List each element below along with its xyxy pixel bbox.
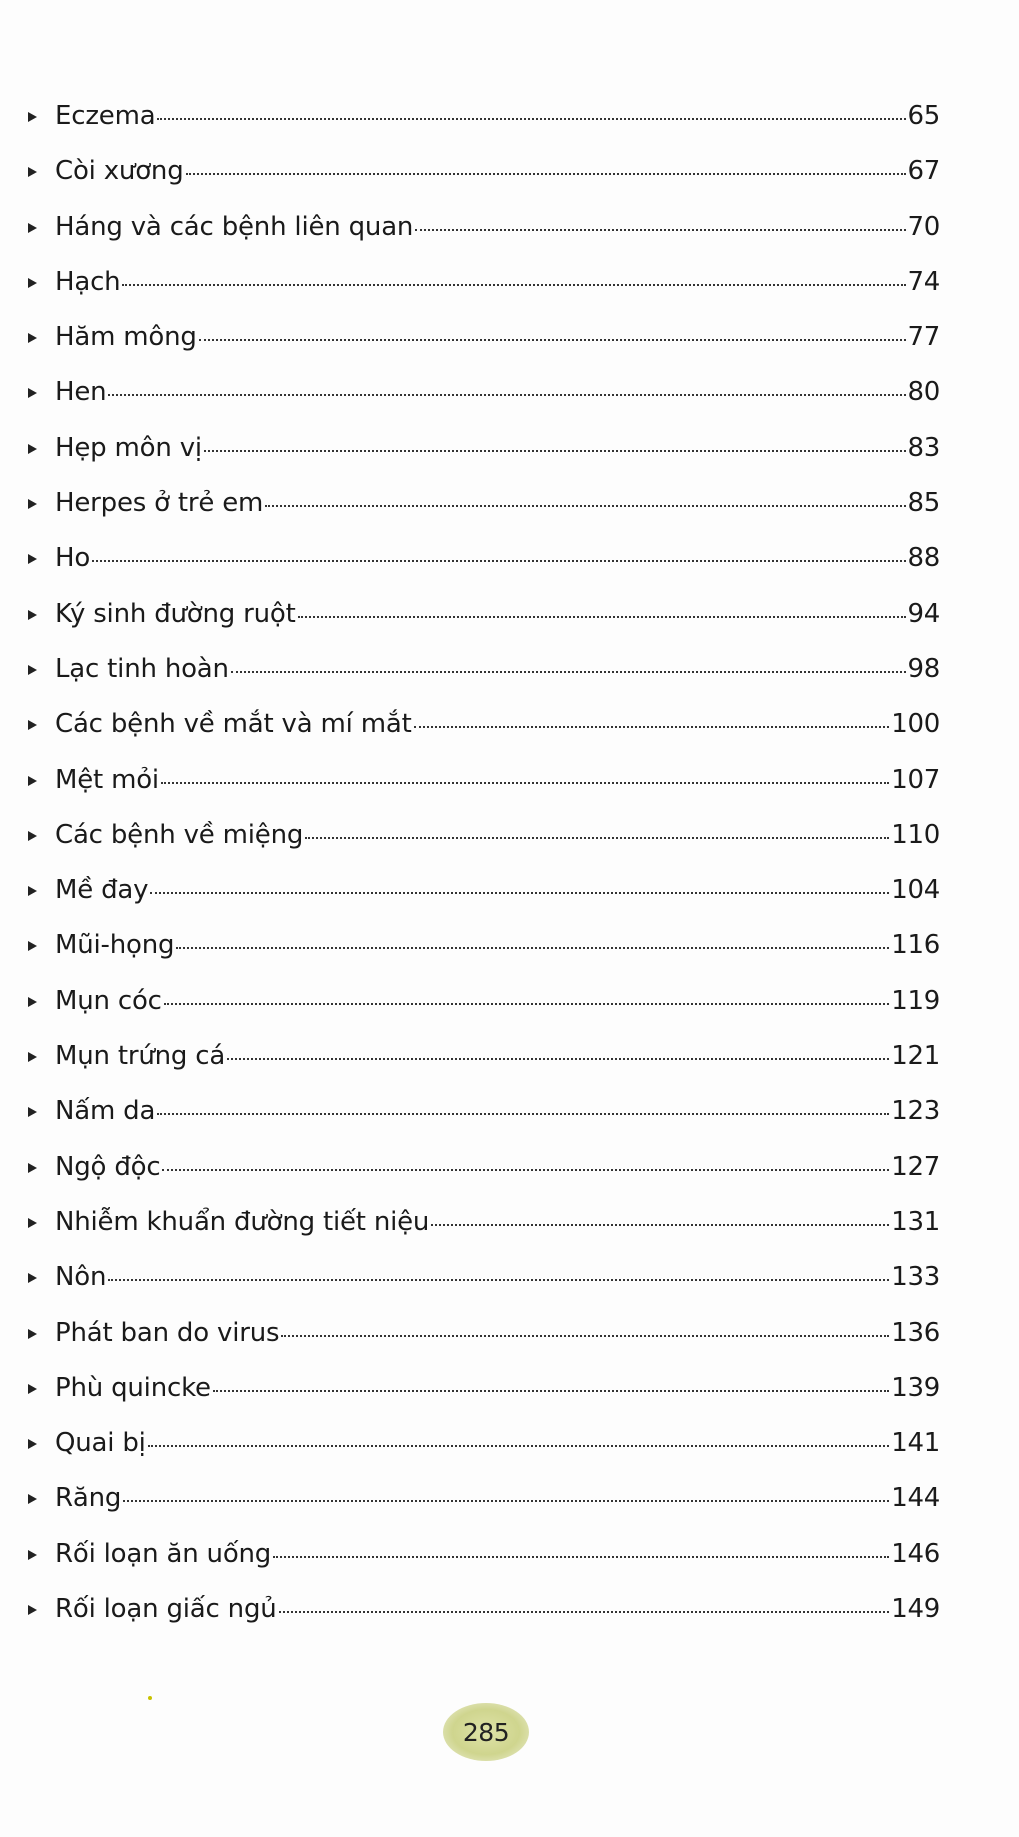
toc-entry-page: 107 bbox=[891, 764, 940, 795]
toc-entry bbox=[28, 1098, 940, 1153]
toc-entry-page: 136 bbox=[891, 1317, 940, 1348]
toc-entry-title: Eczema bbox=[55, 101, 156, 131]
toc-entry-title: Rối loạn ăn uống bbox=[55, 1538, 272, 1569]
triangle-bullet-icon bbox=[28, 1384, 37, 1394]
toc-entry bbox=[28, 1206, 940, 1264]
toc-entry bbox=[28, 490, 940, 545]
triangle-bullet-icon bbox=[28, 1107, 37, 1117]
page-number-badge bbox=[443, 1703, 529, 1761]
toc-entry-page: 123 bbox=[891, 1096, 940, 1127]
toc-entry-page: 88 bbox=[907, 543, 940, 574]
triangle-bullet-icon bbox=[28, 665, 37, 675]
toc-entry-title: Mụn cóc bbox=[55, 985, 162, 1016]
toc-entry bbox=[28, 1317, 940, 1375]
dot-leader bbox=[157, 1113, 889, 1115]
toc-entry-page: 110 bbox=[891, 819, 940, 850]
toc-entry-page: 131 bbox=[891, 1206, 940, 1237]
toc-entry-title: Nấm da bbox=[55, 1096, 156, 1127]
toc-entry-page: 149 bbox=[891, 1594, 940, 1625]
toc-entry-page: 65 bbox=[907, 101, 940, 131]
toc-entry bbox=[28, 711, 940, 766]
toc-entry bbox=[28, 598, 940, 656]
dot-leader bbox=[199, 339, 906, 341]
toc-entry bbox=[28, 819, 940, 877]
toc-entry bbox=[28, 1485, 940, 1540]
toc-entry-title: Hăm mông bbox=[55, 322, 197, 353]
page-number: 285 bbox=[462, 1717, 510, 1747]
dot-leader bbox=[92, 560, 905, 562]
triangle-bullet-icon bbox=[28, 112, 37, 122]
toc-entry-title: Mũi-họng bbox=[55, 930, 175, 961]
toc-entry bbox=[28, 432, 940, 490]
triangle-bullet-icon bbox=[28, 278, 37, 288]
dot-leader bbox=[108, 1279, 889, 1281]
toc-entry-title: Rối loạn giấc ngủ bbox=[55, 1594, 277, 1625]
dot-leader bbox=[414, 726, 890, 728]
toc-entry-title: Mề đay bbox=[55, 875, 149, 906]
triangle-bullet-icon bbox=[28, 1329, 37, 1339]
toc-entry bbox=[28, 545, 940, 600]
dot-leader bbox=[162, 1169, 889, 1171]
toc-entry-title: Quai bị bbox=[55, 1428, 146, 1459]
toc-entry-page: 98 bbox=[907, 653, 940, 684]
toc-entry bbox=[28, 1043, 940, 1098]
dot-leader bbox=[148, 1445, 890, 1447]
toc-entry-page: 74 bbox=[907, 266, 940, 297]
toc-entry bbox=[28, 379, 940, 434]
triangle-bullet-icon bbox=[28, 1218, 37, 1228]
dot-leader bbox=[186, 173, 906, 175]
toc-entry-title: Ho bbox=[55, 543, 91, 574]
dot-leader bbox=[164, 1003, 890, 1005]
dot-leader bbox=[161, 782, 889, 784]
dot-leader bbox=[298, 616, 906, 618]
toc-entry-page: 94 bbox=[907, 598, 940, 629]
toc-entry bbox=[28, 1538, 940, 1596]
toc-entry-title: Nhiễm khuẩn đường tiết niệu bbox=[55, 1206, 430, 1237]
toc-entry-page: 133 bbox=[891, 1262, 940, 1293]
dot-leader bbox=[176, 947, 889, 949]
toc-entry-title: Hẹp môn vị bbox=[55, 432, 202, 463]
toc-entry-page: 139 bbox=[891, 1372, 940, 1403]
triangle-bullet-icon bbox=[28, 831, 37, 841]
toc-entry-title: Herpes ở trẻ em bbox=[55, 488, 264, 519]
triangle-bullet-icon bbox=[28, 610, 37, 620]
toc-entry bbox=[28, 103, 940, 158]
toc-entry bbox=[28, 653, 940, 711]
toc-entry-page: 67 bbox=[907, 156, 940, 187]
toc-entry-page: 80 bbox=[907, 377, 940, 408]
toc-entry bbox=[28, 985, 940, 1043]
yellow-speck bbox=[148, 1696, 152, 1700]
triangle-bullet-icon bbox=[28, 720, 37, 730]
toc-entry-title: Các bệnh về miệng bbox=[55, 819, 304, 850]
toc-entry-page: 146 bbox=[891, 1538, 940, 1569]
toc-entry-title: Háng và các bệnh liên quan bbox=[55, 211, 414, 242]
triangle-bullet-icon bbox=[28, 1494, 37, 1504]
triangle-bullet-icon bbox=[28, 1550, 37, 1560]
toc-entry-title: Hạch bbox=[55, 266, 121, 297]
toc-entry-title: Hen bbox=[55, 377, 107, 408]
dot-leader bbox=[157, 118, 905, 120]
triangle-bullet-icon bbox=[28, 1052, 37, 1062]
dot-leader bbox=[204, 450, 906, 452]
triangle-bullet-icon bbox=[28, 1605, 37, 1615]
dot-leader bbox=[108, 394, 905, 396]
toc-entry bbox=[28, 877, 940, 932]
toc-entry-title: Lạc tinh hoàn bbox=[55, 653, 229, 684]
toc-entry-page: 77 bbox=[907, 322, 940, 353]
toc-entry-title: Ký sinh đường ruột bbox=[55, 598, 296, 629]
dot-leader bbox=[213, 1390, 889, 1392]
triangle-bullet-icon bbox=[28, 1163, 37, 1173]
toc-entry-title: Răng bbox=[55, 1483, 122, 1514]
toc-entry-page: 121 bbox=[891, 1041, 940, 1072]
dot-leader bbox=[227, 1058, 889, 1060]
dot-leader bbox=[431, 1224, 889, 1226]
dot-leader bbox=[279, 1611, 890, 1613]
table-of-contents bbox=[28, 103, 940, 1651]
toc-entry bbox=[28, 1372, 940, 1430]
toc-entry-title: Phát ban do virus bbox=[55, 1317, 280, 1348]
dot-leader bbox=[231, 671, 906, 673]
toc-entry-title: Còi xương bbox=[55, 156, 184, 187]
dot-leader bbox=[150, 892, 889, 894]
toc-entry bbox=[28, 1596, 940, 1651]
triangle-bullet-icon bbox=[28, 886, 37, 896]
triangle-bullet-icon bbox=[28, 444, 37, 454]
toc-entry-page: 116 bbox=[891, 930, 940, 961]
toc-entry-page: 104 bbox=[891, 875, 940, 906]
toc-entry bbox=[28, 324, 940, 379]
dot-leader bbox=[265, 505, 905, 507]
toc-entry-title: Ngộ độc bbox=[55, 1151, 161, 1182]
dot-leader bbox=[123, 1500, 889, 1502]
triangle-bullet-icon bbox=[28, 776, 37, 786]
toc-entry bbox=[28, 211, 940, 269]
toc-entry-title: Các bệnh về mắt và mí mắt bbox=[55, 709, 412, 740]
dot-leader bbox=[281, 1335, 889, 1337]
toc-entry bbox=[28, 1430, 940, 1485]
dot-leader bbox=[122, 284, 905, 286]
toc-entry-page: 127 bbox=[891, 1151, 940, 1182]
triangle-bullet-icon bbox=[28, 554, 37, 564]
toc-entry bbox=[28, 158, 940, 213]
triangle-bullet-icon bbox=[28, 1439, 37, 1449]
toc-entry-page: 83 bbox=[907, 432, 940, 463]
triangle-bullet-icon bbox=[28, 388, 37, 398]
toc-entry-title: Phù quincke bbox=[55, 1372, 211, 1403]
toc-entry-title: Nôn bbox=[55, 1262, 107, 1293]
toc-entry-page: 119 bbox=[891, 985, 940, 1016]
toc-entry-page: 144 bbox=[891, 1483, 940, 1514]
toc-entry bbox=[28, 764, 940, 822]
toc-entry-title: Mệt mỏi bbox=[55, 764, 159, 795]
toc-entry-page: 70 bbox=[907, 211, 940, 242]
dot-leader bbox=[273, 1556, 889, 1558]
triangle-bullet-icon bbox=[28, 167, 37, 177]
dot-leader bbox=[305, 837, 889, 839]
toc-entry bbox=[28, 266, 940, 324]
triangle-bullet-icon bbox=[28, 333, 37, 343]
toc-entry-page: 100 bbox=[891, 709, 940, 740]
triangle-bullet-icon bbox=[28, 1273, 37, 1283]
triangle-bullet-icon bbox=[28, 997, 37, 1007]
toc-entry-page: 141 bbox=[891, 1428, 940, 1459]
triangle-bullet-icon bbox=[28, 941, 37, 951]
dot-leader bbox=[415, 229, 905, 231]
toc-entry bbox=[28, 1264, 940, 1319]
toc-entry bbox=[28, 932, 940, 987]
toc-entry-page: 85 bbox=[907, 488, 940, 519]
toc-entry-title: Mụn trứng cá bbox=[55, 1041, 226, 1072]
triangle-bullet-icon bbox=[28, 223, 37, 233]
triangle-bullet-icon bbox=[28, 499, 37, 509]
toc-entry bbox=[28, 1151, 940, 1209]
